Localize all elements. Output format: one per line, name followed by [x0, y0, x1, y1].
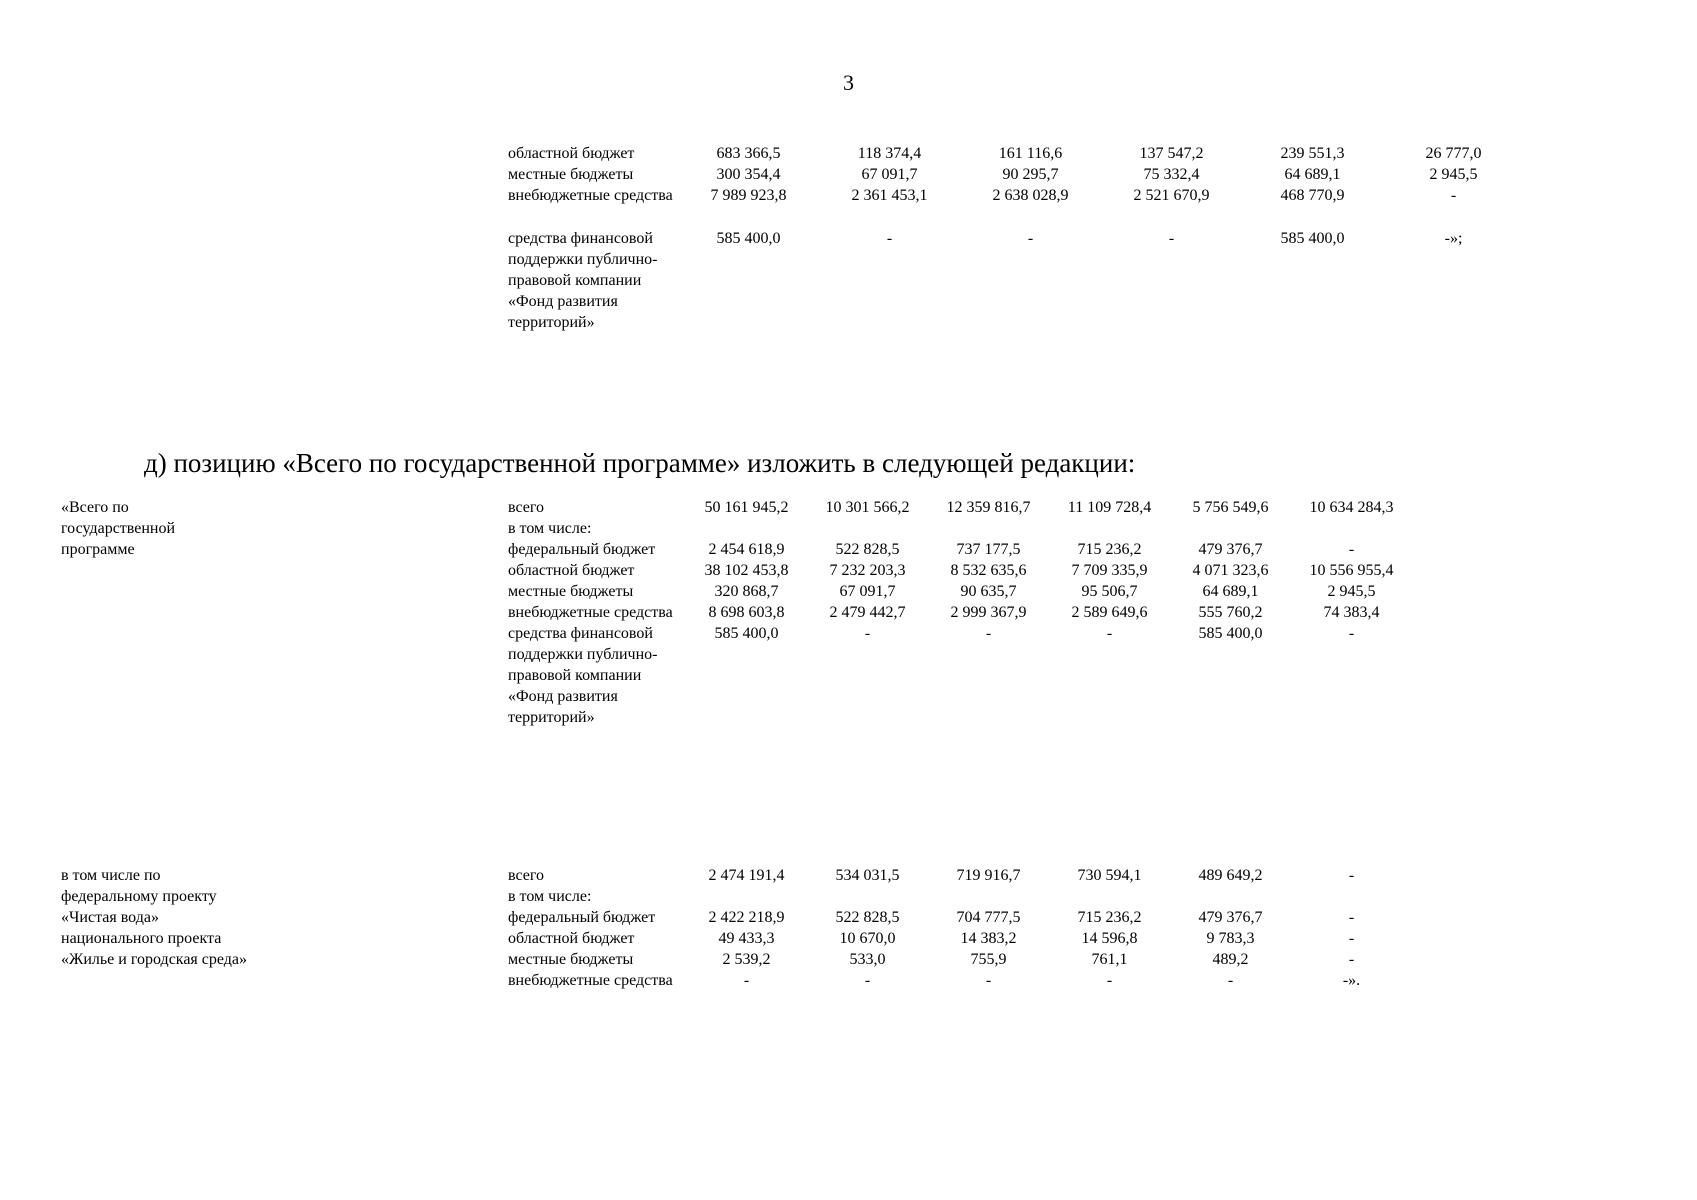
value-cell: 468 770,9 — [1280, 187, 1345, 204]
value-cell: 533,0 — [849, 951, 886, 968]
value-cell: 555 760,2 — [1198, 604, 1263, 621]
value-cell — [807, 518, 928, 539]
value-cell: 2 539,2 — [722, 951, 771, 968]
value-cell: 737 177,5 — [956, 541, 1021, 558]
row-label: в том числе: — [508, 520, 592, 537]
value-cell: 90 295,7 — [1002, 166, 1059, 183]
value-cell: 7 709 335,9 — [1071, 562, 1148, 579]
value-cell: 64 689,1 — [1284, 166, 1341, 183]
value-cell: 585 400,0 — [1198, 625, 1263, 642]
instruction-text: д) позицию «Всего по государственной программе» изложить в следующей редакции: — [144, 448, 1136, 478]
row-label: местные бюджеты — [508, 951, 634, 968]
value-cell: 239 551,3 — [1280, 145, 1345, 162]
value-cell: 715 236,2 — [1077, 909, 1142, 926]
program-total-table — [61, 497, 1412, 728]
value-cell: - — [1348, 909, 1355, 926]
value-cell: 522 828,5 — [835, 541, 900, 558]
value-cell: 730 594,1 — [1077, 867, 1142, 884]
position-text: «Всего по государственной программе — [61, 499, 176, 558]
value-cell: - — [864, 972, 871, 989]
value-cell — [807, 886, 928, 907]
row-label: областной бюджет — [508, 145, 635, 162]
value-cell: - — [985, 625, 992, 642]
row-label: в том числе: — [508, 888, 592, 905]
value-cell: 479 376,7 — [1198, 909, 1263, 926]
value-cell: - — [886, 230, 893, 247]
value-cell: 118 374,4 — [857, 145, 922, 162]
value-cell: 489 649,2 — [1198, 867, 1263, 884]
value-cell: 14 383,2 — [960, 930, 1017, 947]
value-cell: 12 359 816,7 — [946, 499, 1031, 516]
value-cell: 534 031,5 — [835, 867, 900, 884]
value-cell — [686, 518, 807, 539]
row-label: областной бюджет — [508, 930, 635, 947]
position-text: в том числе по федеральному проекту «Чистая вода» национального проекта «Жилье и городская среда» — [61, 867, 248, 968]
value-cell: 2 945,5 — [1327, 583, 1376, 600]
row-label: всего — [508, 499, 545, 516]
value-cell: - — [1348, 867, 1355, 884]
value-cell: 137 547,2 — [1139, 145, 1204, 162]
value-cell — [928, 518, 1049, 539]
table-row — [508, 164, 1524, 185]
value-cell: 26 777,0 — [1425, 145, 1482, 162]
value-cell: 9 783,3 — [1206, 930, 1255, 947]
value-cell: 10 634 284,3 — [1309, 499, 1394, 516]
value-cell: 2 361 453,1 — [851, 187, 928, 204]
value-cell — [1049, 518, 1170, 539]
row-label: всего — [508, 867, 545, 884]
value-cell: - — [1106, 972, 1113, 989]
row-label: средства финансовой поддержки публично-правовой компании «Фонд развития территорий» — [508, 625, 658, 726]
value-cell: - — [743, 972, 750, 989]
value-cell: 4 071 323,6 — [1192, 562, 1269, 579]
value-cell: - — [1348, 951, 1355, 968]
value-cell: 8 698 603,8 — [708, 604, 785, 621]
value-cell: - — [1348, 930, 1355, 947]
value-cell: 2 454 618,9 — [708, 541, 785, 558]
value-cell: - — [1348, 541, 1355, 558]
row-label: местные бюджеты — [508, 583, 634, 600]
value-cell: 300 354,4 — [716, 166, 781, 183]
value-cell: 90 635,7 — [960, 583, 1017, 600]
table-row — [508, 143, 1524, 164]
value-cell: - — [1450, 187, 1457, 204]
value-cell: 67 091,7 — [839, 583, 896, 600]
value-cell: - — [1168, 230, 1175, 247]
value-cell: 522 828,5 — [835, 909, 900, 926]
value-cell: -»; — [1444, 230, 1463, 247]
value-cell: 320 868,7 — [714, 583, 779, 600]
value-cell: 2 422 218,9 — [708, 909, 785, 926]
value-cell: 704 777,5 — [956, 909, 1021, 926]
value-cell: 719 916,7 — [956, 867, 1021, 884]
row-label: местные бюджеты — [508, 166, 634, 183]
value-cell: 2 638 028,9 — [992, 187, 1069, 204]
row-label: внебюджетные средства — [508, 604, 673, 621]
federal-project-table — [61, 865, 1412, 991]
value-cell: 2 474 191,4 — [708, 867, 785, 884]
value-cell: 8 532 635,6 — [950, 562, 1027, 579]
value-cell: - — [1348, 625, 1355, 642]
row-label: внебюджетные средства — [508, 972, 673, 989]
value-cell — [686, 886, 807, 907]
value-cell: 755,9 — [970, 951, 1007, 968]
value-cell: 2 945,5 — [1429, 166, 1478, 183]
value-cell: - — [1227, 972, 1234, 989]
row-label: федеральный бюджет — [508, 909, 656, 926]
value-cell: 95 506,7 — [1081, 583, 1138, 600]
value-cell — [1291, 886, 1412, 907]
value-cell: -». — [1342, 972, 1361, 989]
table-row — [508, 206, 1524, 333]
value-cell: - — [985, 972, 992, 989]
value-cell: 2 479 442,7 — [829, 604, 906, 621]
value-cell: - — [1027, 230, 1034, 247]
value-cell: 161 116,6 — [998, 145, 1063, 162]
position-title — [61, 497, 508, 728]
value-cell: - — [1106, 625, 1113, 642]
value-cell: 64 689,1 — [1202, 583, 1259, 600]
table-row — [61, 865, 1412, 886]
value-cell: 14 596,8 — [1081, 930, 1138, 947]
value-cell: 585 400,0 — [716, 230, 781, 247]
value-cell: 67 091,7 — [861, 166, 918, 183]
value-cell: 585 400,0 — [714, 625, 779, 642]
value-cell: 10 670,0 — [839, 930, 896, 947]
value-cell: 2 521 670,9 — [1133, 187, 1210, 204]
value-cell: 74 383,4 — [1323, 604, 1380, 621]
value-cell: 10 556 955,4 — [1309, 562, 1394, 579]
value-cell: - — [864, 625, 871, 642]
row-label: средства финансовой поддержки публично-правовой компании «Фонд развития территорий» — [508, 230, 658, 331]
value-cell — [1291, 518, 1412, 539]
value-cell: 715 236,2 — [1077, 541, 1142, 558]
value-cell — [1170, 518, 1291, 539]
value-cell: 2 999 367,9 — [950, 604, 1027, 621]
value-cell: 683 366,5 — [716, 145, 781, 162]
value-cell: 585 400,0 — [1280, 230, 1345, 247]
table-row — [508, 185, 1524, 206]
value-cell: 38 102 453,8 — [704, 562, 789, 579]
value-cell — [1049, 886, 1170, 907]
row-label: внебюджетные средства — [508, 187, 673, 204]
budget-table-continued — [508, 143, 1524, 333]
value-cell: 761,1 — [1091, 951, 1128, 968]
row-label: федеральный бюджет — [508, 541, 656, 558]
position-title — [61, 865, 508, 991]
value-cell: 75 332,4 — [1143, 166, 1200, 183]
page-number: 3 — [843, 70, 854, 95]
value-cell: 50 161 945,2 — [704, 499, 789, 516]
value-cell: 10 301 566,2 — [825, 499, 910, 516]
value-cell — [928, 886, 1049, 907]
value-cell — [1170, 886, 1291, 907]
value-cell: 11 109 728,4 — [1067, 499, 1152, 516]
value-cell: 2 589 649,6 — [1071, 604, 1148, 621]
value-cell: 49 433,3 — [718, 930, 775, 947]
value-cell: 7 989 923,8 — [710, 187, 787, 204]
table-row — [61, 497, 1412, 518]
value-cell: 5 756 549,6 — [1192, 499, 1269, 516]
value-cell: 7 232 203,3 — [829, 562, 906, 579]
row-label: областной бюджет — [508, 562, 635, 579]
value-cell: 479 376,7 — [1198, 541, 1263, 558]
value-cell: 489,2 — [1212, 951, 1249, 968]
